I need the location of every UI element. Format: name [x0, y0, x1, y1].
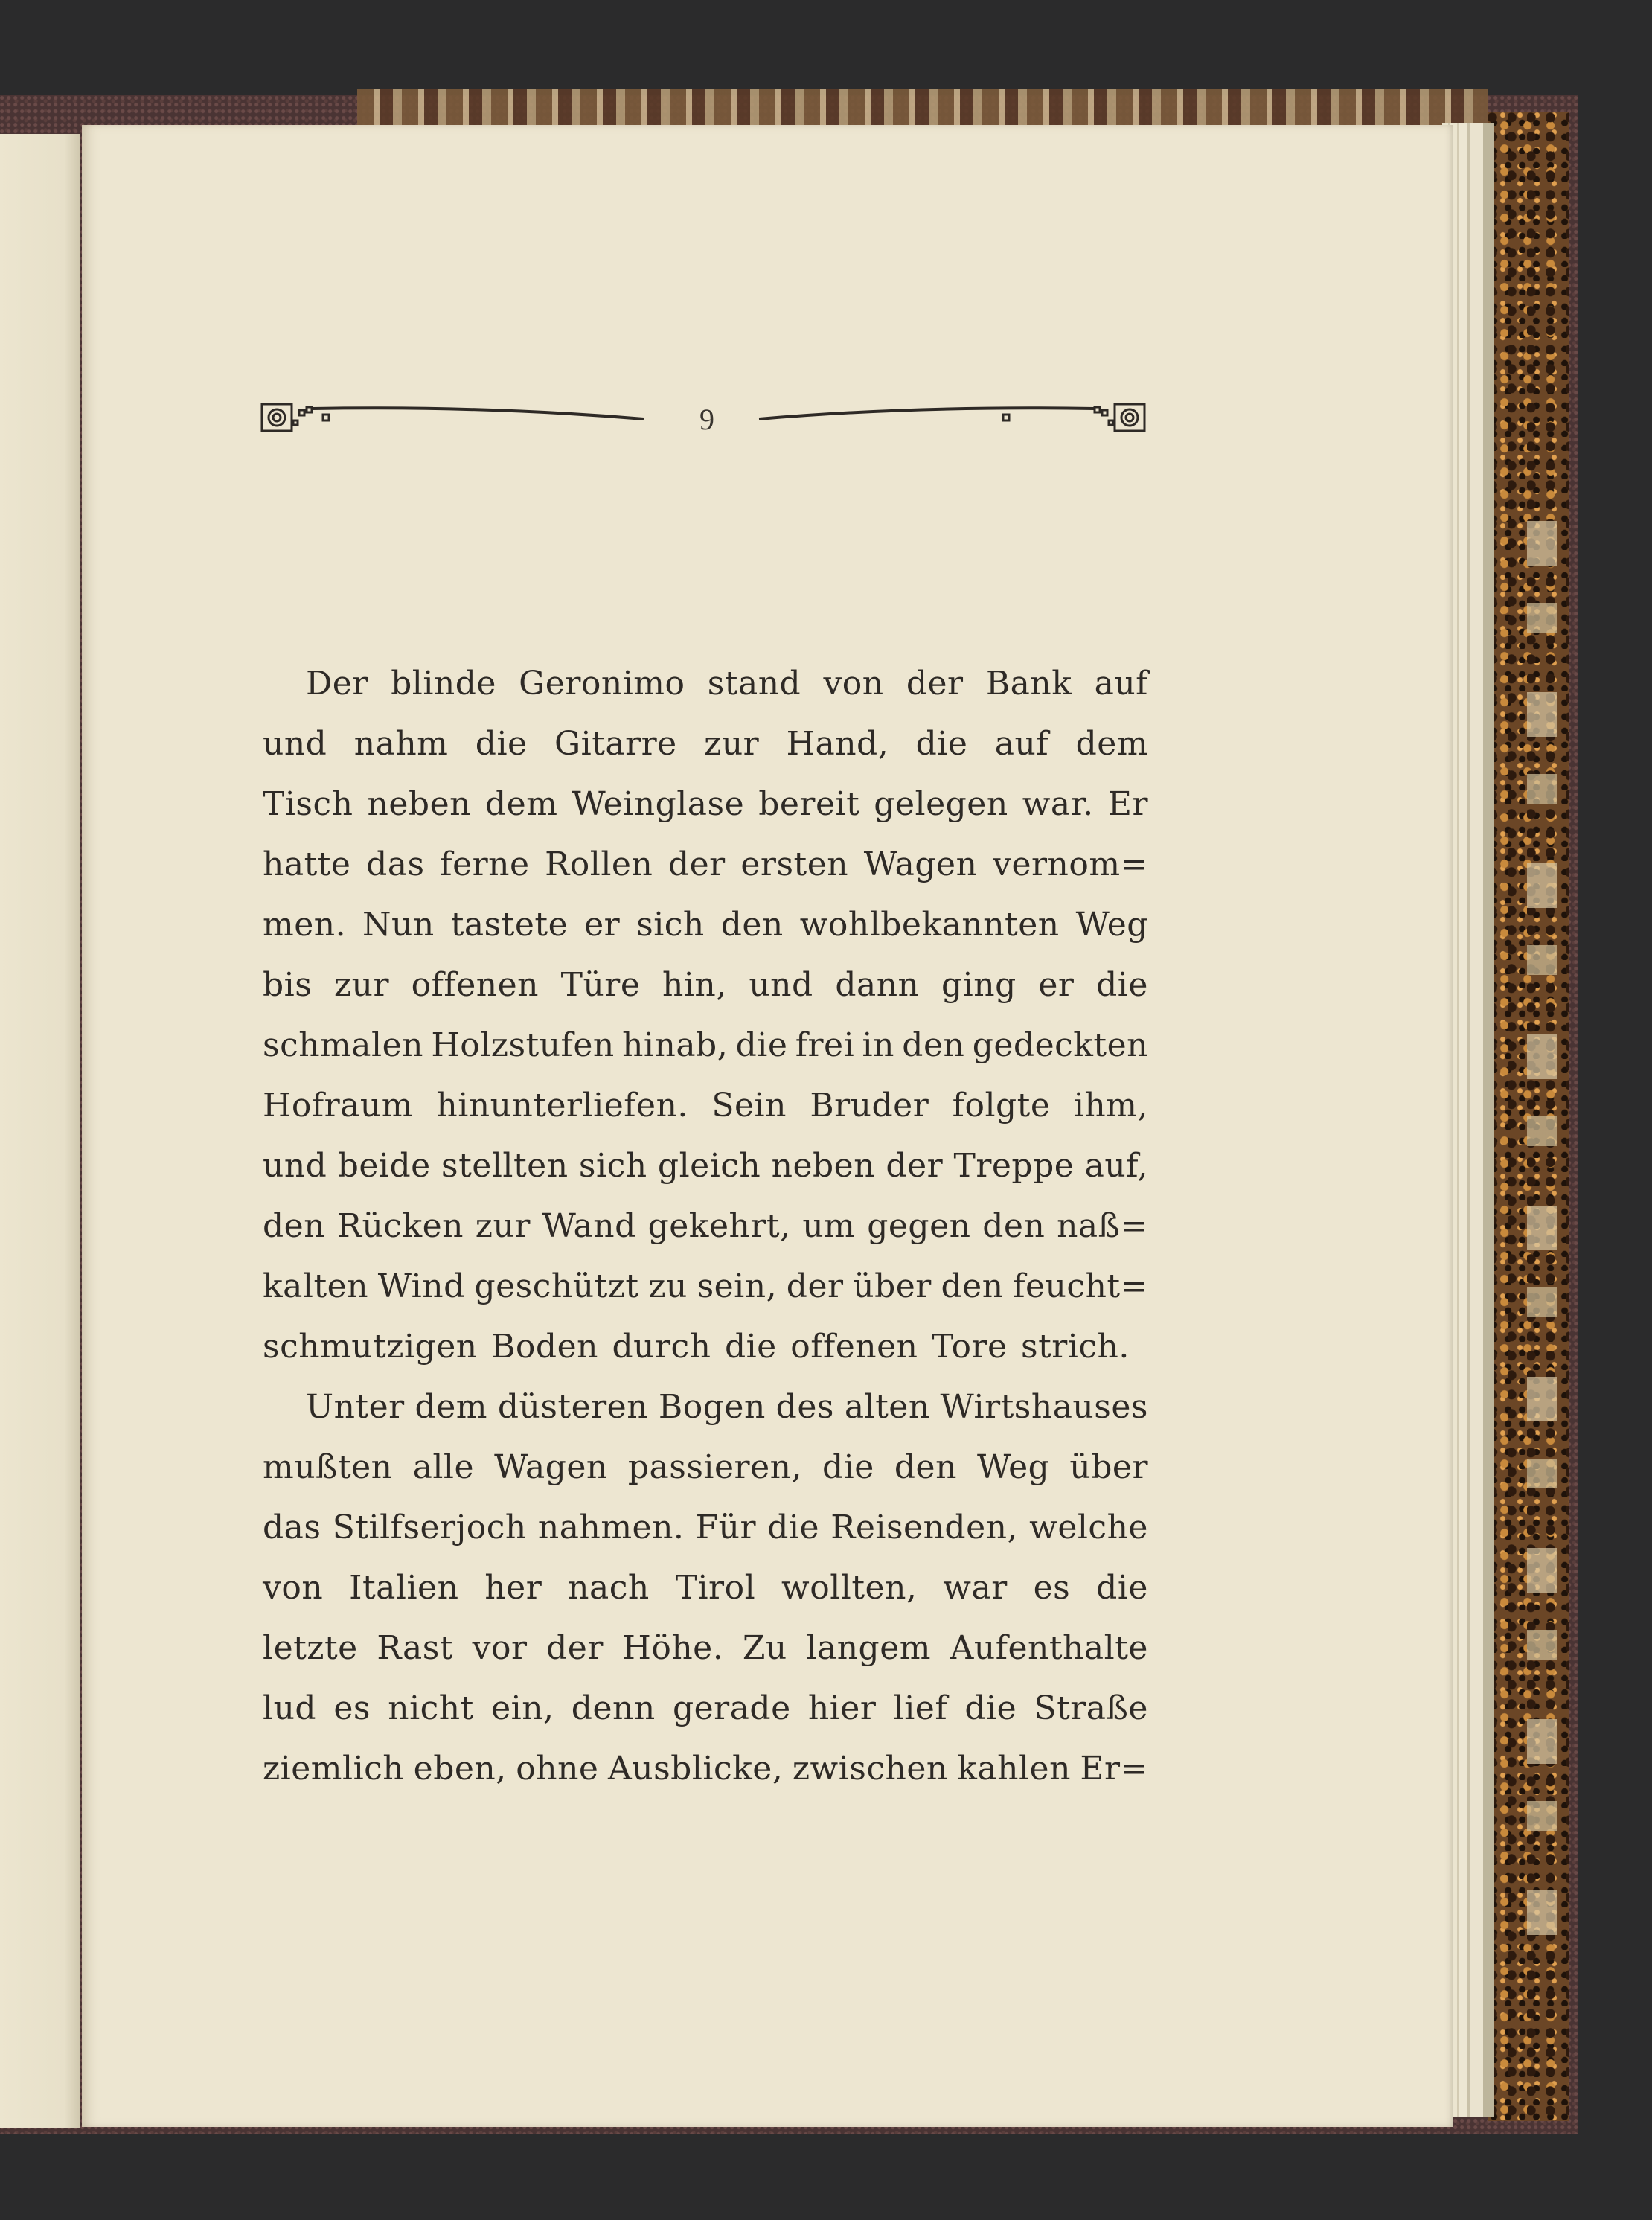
text-line: schmalen Holzstufen hinab, die frei in den gedeckten: [263, 1026, 1148, 1064]
text-line: mußten alle Wagen passieren, die den Weg über: [263, 1448, 1148, 1486]
text-line: bis zur offenen Türe hin, und dann ging er die: [263, 966, 1148, 1004]
paragraph-2: [263, 1377, 1148, 1799]
text-line: Unter dem düsteren Bogen des alten Wirtshauses: [306, 1388, 1148, 1426]
text-line: Hofraum hinunterliefen. Sein Bruder folgte ihm,: [263, 1087, 1148, 1125]
text-line: ziemlich eben, ohne Ausblicke, zwischen kahlen Er=: [263, 1750, 1148, 1788]
paragraph-1: [263, 653, 1148, 1377]
cover-worn-edge: [357, 89, 1488, 128]
left-page-edge: [0, 134, 80, 2128]
text-line: Der blinde Geronimo stand von der Bank auf: [306, 665, 1148, 703]
text-line: letzte Rast vor der Höhe. Zu langem Aufenthalte: [263, 1629, 1148, 1667]
ornament-right-icon: [759, 404, 1144, 431]
text-line: men. Nun tastete er sich den wohlbekannten Weg: [263, 906, 1148, 944]
spine-paper-remnants: [1527, 521, 1557, 1935]
text-line: und beide stellten sich gleich neben der Treppe auf,: [263, 1147, 1148, 1185]
text-line: kalten Wind geschützt zu sein, der über den feucht=: [263, 1267, 1148, 1305]
ornament-left-icon: [262, 404, 644, 431]
text-line: und nahm die Gitarre zur Hand, die auf dem: [263, 725, 1148, 763]
text-line: den Rücken zur Wand gekehrt, um gegen den naß=: [263, 1207, 1148, 1245]
text-line: das Stilfserjoch nahmen. Für die Reisenden, welche: [263, 1509, 1148, 1546]
text-line: Tisch neben dem Weinglase bereit gelegen war. Er: [263, 785, 1148, 823]
text-line: hatte das ferne Rollen der ersten Wagen vernom=: [263, 845, 1148, 883]
text-line: von Italien her nach Tirol wollten, war es die: [263, 1569, 1148, 1607]
text-line: lud es nicht ein, denn gerade hier lief die Straße: [263, 1689, 1148, 1727]
body-text: [263, 653, 1148, 1799]
text-line: schmutzigen Boden durch die offenen Tore strich.: [263, 1328, 1130, 1366]
page-number: 9: [699, 403, 714, 436]
